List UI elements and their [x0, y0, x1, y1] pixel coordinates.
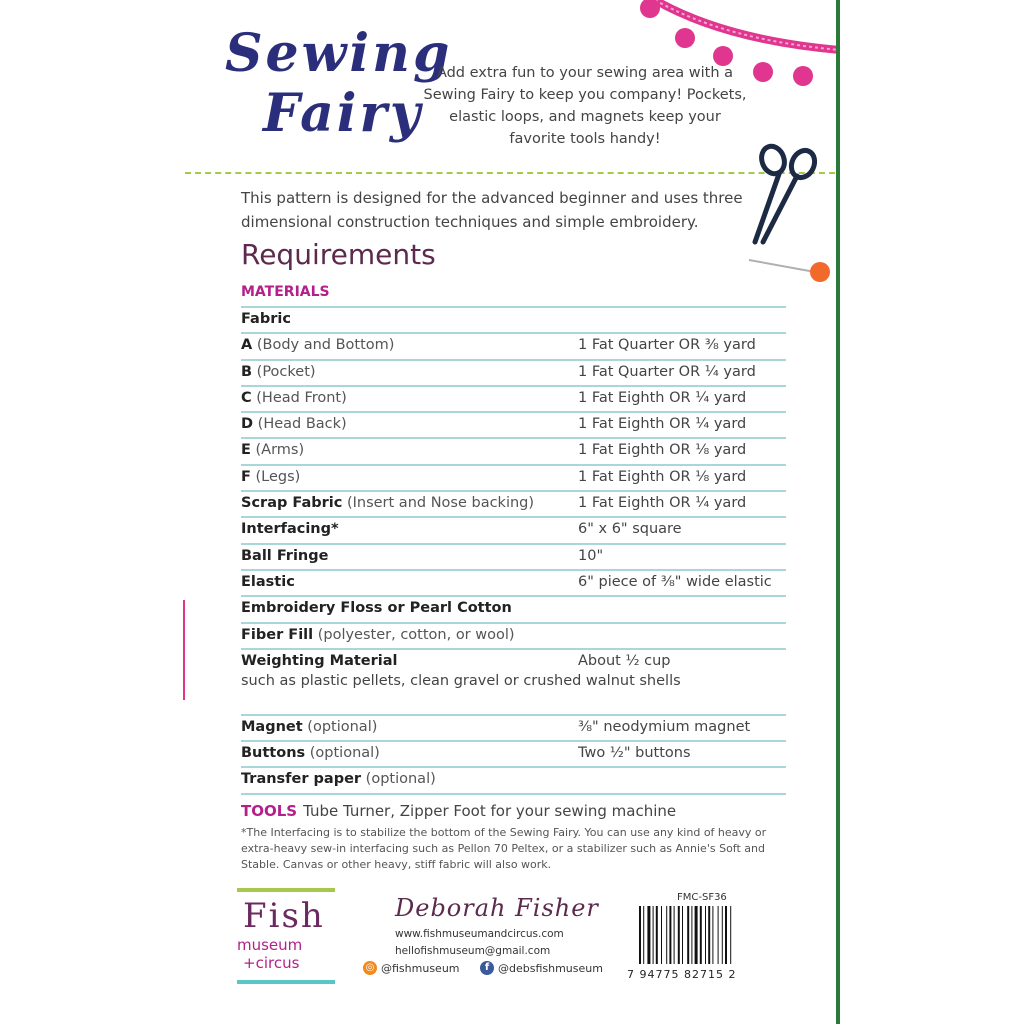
- materials-row-label: [241, 745, 380, 761]
- item-name: A: [241, 337, 253, 354]
- barcode-bar: [674, 906, 675, 964]
- materials-row-label: [241, 495, 534, 511]
- tools-text: Tube Turner, Zipper Foot for your sewing machine: [303, 802, 677, 820]
- materials-row: [241, 543, 786, 569]
- facebook-icon: f: [480, 961, 494, 975]
- facebook-handle[interactable]: [480, 961, 603, 975]
- item-name: Transfer paper: [241, 771, 362, 788]
- materials-row: [241, 740, 786, 766]
- materials-row: [241, 595, 786, 621]
- materials-row: [241, 569, 786, 595]
- item-note: (Body and Bottom): [252, 337, 395, 354]
- barcode: [637, 906, 767, 964]
- materials-row: [241, 766, 786, 792]
- materials-row: [241, 622, 786, 648]
- logo-line-3: +circus: [243, 954, 300, 972]
- table-end-rule: [241, 793, 786, 795]
- item-name: Scrap Fabric: [241, 495, 343, 512]
- materials-row-label: [241, 390, 347, 406]
- barcode-bar: [661, 906, 662, 964]
- materials-row-label: [241, 719, 377, 735]
- item-name: E: [241, 442, 251, 459]
- instagram-icon: ◎: [363, 961, 377, 975]
- item-note: (Arms): [250, 442, 305, 459]
- title-line-2: Fairy: [263, 83, 424, 144]
- materials-row-label: [241, 521, 339, 537]
- materials-row-amount: 1 Fat Quarter OR ⅜ yard: [578, 337, 756, 354]
- barcode-bar: [718, 906, 719, 964]
- item-name: Elastic: [241, 573, 295, 590]
- item-name: Weighting Material: [241, 652, 398, 669]
- materials-row-label: [241, 600, 512, 616]
- interfacing-footnote: *The Interfacing is to stabilize the bottom of the Sewing Fairy. You can use any kind of heavy or extra-heavy sew-in interfacing such as Pellon 70 Peltex, or a stabilizer such as Annie's Soft and Stable. Canvas or other heavy, stiff fabric will also work.: [241, 826, 767, 871]
- intro-text: Add extra fun to your sewing area with a Sewing Fairy to keep you company! Pockets, elastic loops, and magnets keep your favorite tools handy!: [423, 65, 747, 147]
- item-name: F: [241, 468, 251, 485]
- logo-bottom-stripe: [237, 980, 335, 984]
- materials-row-label: [241, 469, 300, 485]
- fish-museum-logo: [237, 888, 337, 988]
- barcode-bar: [705, 906, 706, 964]
- barcode-bar: [725, 906, 727, 964]
- materials-row-label: [241, 771, 436, 787]
- barcode-bar: [691, 906, 692, 964]
- card-edge-right: [836, 0, 840, 1024]
- pattern-description: This pattern is designed for the advanced beginner and uses three dimensional construction techniques and simple embroidery.: [241, 189, 743, 231]
- item-name: Fiber Fill: [241, 626, 314, 643]
- materials-row: [241, 411, 786, 437]
- author-name: Deborah Fisher: [395, 894, 599, 922]
- materials-row-amount: 1 Fat Eighth OR ¼ yard: [578, 416, 747, 433]
- barcode-bar: [639, 906, 641, 964]
- materials-row-label: [241, 627, 515, 643]
- barcode-bar: [653, 906, 654, 964]
- item-name: D: [241, 416, 254, 433]
- item-note: (Pocket): [252, 363, 316, 380]
- barcode-bar: [695, 906, 698, 964]
- facebook-text: @debsfishmuseum: [498, 961, 603, 975]
- email-link[interactable]: hellofishmuseum@gmail.com: [395, 945, 551, 957]
- materials-row-amount: 1 Fat Eighth OR ⅛ yard: [578, 468, 747, 485]
- logo-top-stripe: [237, 888, 335, 892]
- item-note: (Insert and Nose backing): [342, 495, 535, 512]
- materials-row-label: [241, 574, 295, 590]
- materials-row-amount: Two ½" buttons: [578, 745, 691, 762]
- barcode-bar: [647, 906, 650, 964]
- instagram-text: @fishmuseum: [381, 961, 460, 975]
- materials-row: [241, 464, 786, 490]
- materials-row-amount: 1 Fat Eighth OR ¼ yard: [578, 389, 747, 406]
- materials-row-amount: About ½ cup: [578, 652, 671, 669]
- materials-row-amount: 6" x 6" square: [578, 521, 682, 538]
- title-line-1: Sewing: [225, 23, 453, 84]
- item-note: (polyester, cotton, or wool): [313, 626, 515, 643]
- instagram-handle[interactable]: [363, 961, 460, 975]
- materials-row-label: [241, 442, 304, 458]
- tools-label: TOOLS: [241, 802, 298, 820]
- tools-line: [241, 802, 676, 820]
- barcode-bar: [712, 906, 713, 964]
- logo-line-2: museum: [237, 936, 303, 954]
- materials-row-label: [241, 416, 347, 432]
- item-note: (Legs): [250, 468, 301, 485]
- materials-row: [241, 714, 786, 740]
- materials-row: [241, 332, 786, 358]
- materials-row: [241, 648, 786, 714]
- item-name: Ball Fringe: [241, 547, 329, 564]
- materials-row-label: [241, 311, 291, 327]
- materials-row: [241, 359, 786, 385]
- stitch-divider: [185, 172, 835, 174]
- item-note: (optional): [302, 718, 378, 735]
- item-name: Buttons: [241, 745, 306, 762]
- item-name: Embroidery Floss or Pearl Cotton: [241, 600, 512, 617]
- materials-row-amount: 1 Fat Quarter OR ¼ yard: [578, 363, 756, 380]
- item-note: (optional): [361, 771, 436, 788]
- barcode-bar: [656, 906, 658, 964]
- materials-row: [241, 306, 786, 332]
- barcode-bar: [678, 906, 680, 964]
- item-name: B: [241, 363, 253, 380]
- product-sku: FMC-SF36: [677, 892, 727, 903]
- barcode-bar: [643, 906, 644, 964]
- barcode-bar: [730, 906, 731, 964]
- materials-row: [241, 385, 786, 411]
- materials-row-amount: 10": [578, 547, 604, 564]
- materials-table: [241, 306, 786, 795]
- materials-row-label: [241, 337, 394, 353]
- pattern-back-cover: [185, 0, 840, 1024]
- barcode-numbers: 7 94775 82715 2: [627, 968, 737, 981]
- item-subtext: such as plastic pellets, clean gravel or crushed walnut shells: [241, 672, 681, 689]
- materials-row-amount: 1 Fat Eighth OR ⅛ yard: [578, 442, 747, 459]
- item-note: (Head Front): [251, 389, 347, 406]
- item-name: C: [241, 389, 252, 406]
- materials-row-label: [241, 548, 328, 564]
- materials-row-amount: ⅜" neodymium magnet: [578, 718, 751, 735]
- materials-row: [241, 490, 786, 516]
- barcode-bar: [682, 906, 683, 964]
- requirements-heading: Requirements: [241, 238, 436, 271]
- barcode-bar: [708, 906, 710, 964]
- item-name: Magnet: [241, 718, 303, 735]
- logo-line-1: Fish: [243, 896, 325, 936]
- item-name: Fabric: [241, 311, 291, 327]
- item-note: (Head Back): [253, 416, 347, 433]
- materials-row: [241, 437, 786, 463]
- barcode-bar: [687, 906, 689, 964]
- materials-row: [241, 516, 786, 542]
- item-name: Interfacing*: [241, 521, 339, 538]
- materials-row-amount: 6" piece of ⅜" wide elastic: [578, 573, 772, 590]
- pin-icon: [745, 250, 840, 290]
- materials-heading: MATERIALS: [241, 284, 330, 300]
- item-note: (optional): [305, 745, 380, 762]
- materials-row-amount: 1 Fat Eighth OR ¼ yard: [578, 495, 747, 512]
- barcode-bar: [700, 906, 702, 964]
- barcode-bar: [666, 906, 667, 964]
- website-link[interactable]: www.fishmuseumandcircus.com: [395, 928, 564, 940]
- barcode-bar: [669, 906, 671, 964]
- materials-row-label: [241, 364, 316, 380]
- barcode-bar: [722, 906, 723, 964]
